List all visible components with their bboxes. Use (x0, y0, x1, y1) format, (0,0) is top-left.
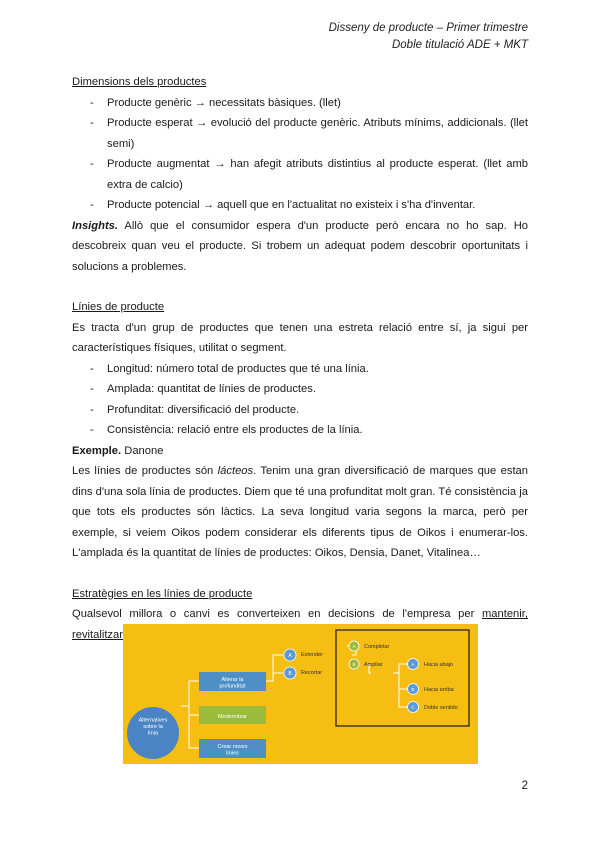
list-item: - Longitud: número total de productes que té una línia. (72, 359, 528, 380)
level3-complete: Completar (364, 644, 390, 650)
level3-expand: Ampliar (364, 662, 383, 668)
dimensions-heading: Dimensions dels productes (72, 76, 207, 88)
strategies-heading: Estratègies en les línies de producte (72, 587, 253, 600)
insights-text: Allò que el consumidor espera d'un producte però encara no ho sap. Ho descobreix quan veu el producte. Si trobem un adequat podem descobrir oportunitats i solucions a problemes. (72, 219, 528, 273)
level2-cut: Recortar (301, 670, 323, 676)
root-label: Alternatives sobre la línia (138, 717, 168, 737)
strategy-revitalize: revitalitzar (72, 628, 123, 641)
branch-depth-label: Alterar la profunditat (219, 676, 246, 690)
level2-letter: A (288, 653, 292, 659)
header-degree: Doble titulació ADE + MKT (391, 39, 528, 51)
level4-letter: B (411, 687, 415, 692)
page-body (72, 72, 528, 645)
list-item: - Consistència: relació entre els productes de la línia. (72, 420, 528, 441)
level4-both: Doble sentido (424, 705, 458, 711)
level4-up: Hacia arriba (424, 687, 454, 693)
list-item: - Producte potencial → aquell que en l'actualitat no existeix i s'ha d'inventar. (72, 195, 528, 216)
strategies-text: Qualsevol millora o canvi es converteixen en decisions de l'empresa per (72, 608, 482, 620)
level3-letter: A (352, 644, 356, 649)
list-item: - Producte esperat → evolució del producte genèric. Atributs mínims, addicionals. (llet semi) (72, 113, 528, 154)
list-item: - Producte augmentat → han afegit atributs distintius al producte esperat. (llet amb extra de calcio) (72, 154, 528, 195)
lines-list (72, 359, 528, 441)
insights-paragraph (72, 216, 528, 278)
example-paragraph (72, 461, 528, 564)
page-number: 2 (521, 780, 528, 792)
dimensions-list (72, 93, 528, 216)
list-item: - Producte genèric → necessitats bàsiques. (llet) (72, 93, 528, 114)
example-label: Exemple. (72, 444, 122, 457)
example-heading (72, 441, 528, 462)
level2-extend: Extender (301, 652, 324, 658)
level4-letter: C (411, 705, 415, 710)
level4-letter: A (411, 662, 415, 667)
level3-letter: B (352, 662, 356, 667)
level2-letter: B (288, 671, 292, 677)
example-italic: lácteos (217, 465, 254, 477)
diagram-svg (123, 624, 478, 764)
list-item: - Amplada: quantitat de línies de productes. (72, 379, 528, 400)
header-course: Disseny de producte – Primer trimestre (328, 22, 528, 34)
branch-new-lines-label: Crear noves línies (217, 743, 248, 757)
strategy-maintain: mantenir, (481, 608, 528, 620)
list-item: - Profunditat: diversificació del producte. (72, 400, 528, 421)
insights-label: Insights. (72, 219, 118, 232)
level4-down: Hacia abajo (424, 662, 454, 668)
branch-modernize-label: Modernitzar (217, 714, 248, 720)
lines-intro: Es tracta d'un grup de productes que tenen una estreta relació entre sí, ja sigui per característiques físiques, utilitat o segment. (72, 321, 528, 354)
example-text-1: Les línies de productes són (72, 465, 218, 477)
example-text-2: . Tenim una gran diversificació de marques que estan dins d'una sola línia de productes. Diem que té una profunditat molt gran. Té consistència ja que tots els productes són làctics. La seva longitud varia segons la marca, però per exemple, si veiem Oikos podem considerar els diferents tipus de Oikos i enumerar-los. L'amplada és la quantitat de línies de productes: Oikos, Densia, Danet, Vitalinea… (72, 465, 529, 559)
strategies-diagram (123, 624, 478, 764)
example-brand: Danone (121, 444, 164, 457)
running-header (329, 20, 528, 54)
lines-heading: Línies de producte (72, 301, 165, 313)
